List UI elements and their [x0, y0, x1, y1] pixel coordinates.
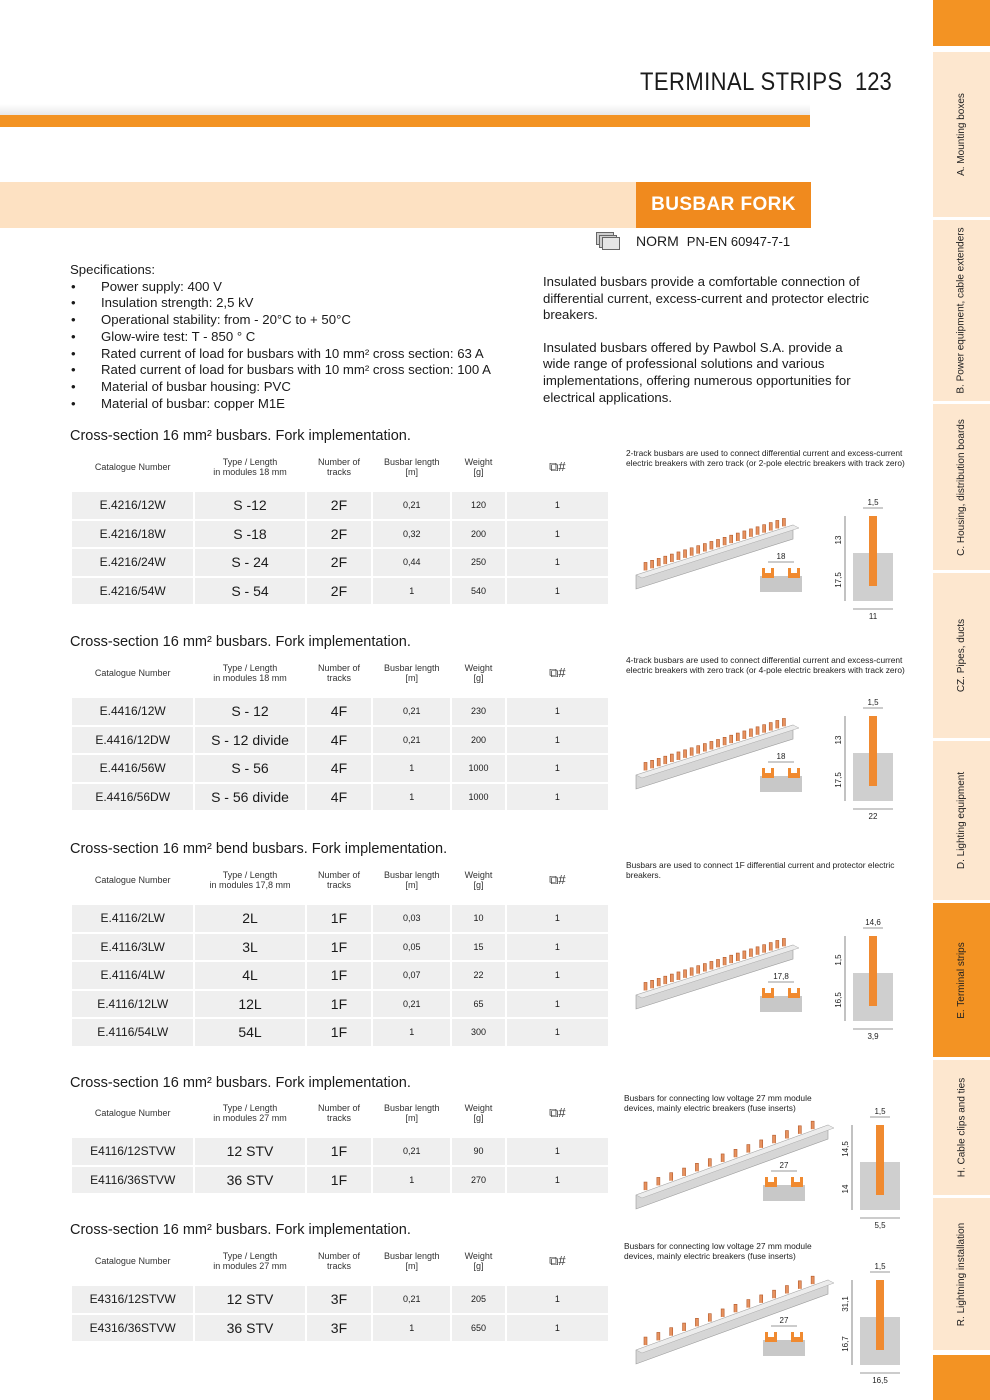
specifications-title: Specifications:: [70, 262, 156, 277]
cell-number-of-tracks: 2F: [307, 547, 372, 576]
cell-catalogue-number: E.4216/54W: [72, 576, 193, 605]
cell-number-of-tracks: 1F: [307, 989, 372, 1018]
specifications: [70, 262, 491, 412]
column-header-package-qty: ⧉#: [549, 872, 566, 887]
product-note: Busbars for connecting low voltage 27 mm module devices, mainly electric breakers (fuse inserts): [624, 1093, 812, 1113]
section-title: Cross-section 16 mm² bend busbars. Fork implementation.: [70, 841, 448, 857]
column-header-type-length: Type / Length in modules 27 mm: [213, 1251, 287, 1271]
column-header-busbar-length: Busbar length [m]: [384, 457, 440, 477]
cell-package-qty: 1: [507, 725, 608, 754]
sidebar-chapter-2[interactable]: [933, 404, 990, 573]
cell-package-qty: 1: [507, 490, 608, 519]
title-band: [0, 182, 636, 228]
table-row: [72, 547, 608, 576]
cell-type-length: 12L: [195, 989, 304, 1018]
column-header-number-of-tracks: Number of tracks: [317, 457, 360, 477]
sidebar-chapter-5[interactable]: [933, 903, 990, 1060]
svg-text:1,5: 1,5: [834, 954, 843, 966]
column-header-type-length: Type / Length in modules 17,8 mm: [209, 870, 291, 890]
table-header-row: [72, 861, 608, 899]
cell-busbar-length: 1: [373, 1017, 450, 1046]
cell-package-qty: 1: [507, 932, 608, 961]
busbar-drawing: [628, 900, 928, 1040]
sidebar-chapter-0[interactable]: [933, 52, 990, 220]
cell-catalogue-number: E.4116/2LW: [72, 903, 193, 932]
spec-item: • Power supply: 400 V: [70, 279, 491, 296]
sidebar-chapter-label: R. Lightning installation: [956, 1222, 967, 1326]
column-header-weight: Weight [g]: [464, 457, 493, 477]
cell-type-length: 54L: [195, 1017, 304, 1046]
busbar-drawing: [628, 1095, 928, 1235]
cell-type-length: 4L: [195, 960, 304, 989]
column-header-weight: Weight [g]: [464, 1103, 493, 1123]
cell-number-of-tracks: 1F: [307, 1136, 372, 1165]
cell-package-qty: 1: [507, 1165, 608, 1194]
column-header-catalogue-number: Catalogue Number: [94, 875, 171, 885]
cell-type-length: 12 STV: [195, 1136, 304, 1165]
column-header-busbar-length: Busbar length [m]: [384, 1251, 440, 1271]
svg-text:22: 22: [868, 812, 878, 820]
cell-weight: 250: [452, 547, 505, 576]
cell-catalogue-number: E.4416/56W: [72, 753, 193, 782]
norm-label: NORM: [636, 233, 679, 249]
cell-weight: 10: [452, 903, 505, 932]
svg-text:27: 27: [779, 1316, 789, 1325]
column-header-type-length: Type / Length in modules 27 mm: [213, 1103, 287, 1123]
svg-text:16,5: 16,5: [834, 992, 843, 1008]
column-header-catalogue-number: Catalogue Number: [94, 462, 171, 472]
cell-weight: 650: [452, 1313, 505, 1342]
table-row: [72, 960, 608, 989]
product-note: 4-track busbars are used to connect differential current and excess-current electric breakers with zero track (or 4-pole electric breakers with track zero): [626, 655, 905, 675]
svg-text:1,5: 1,5: [867, 698, 879, 707]
cell-weight: 22: [452, 960, 505, 989]
cell-busbar-length: 0,21: [373, 725, 450, 754]
sidebar-chapter-label: B. Power equipment, cable extenders: [956, 227, 967, 394]
cell-package-qty: 1: [507, 1017, 608, 1046]
cell-package-qty: 1: [507, 519, 608, 548]
column-header-catalogue-number: Catalogue Number: [94, 668, 171, 678]
column-header-number-of-tracks: Number of tracks: [317, 663, 360, 683]
svg-text:13: 13: [834, 535, 843, 545]
table-row: [72, 1017, 608, 1046]
svg-text:1,5: 1,5: [874, 1262, 886, 1271]
cell-number-of-tracks: 2F: [307, 576, 372, 605]
table-row: [72, 1136, 608, 1165]
product-table: [70, 448, 610, 604]
spec-item: • Material of busbar: copper M1E: [70, 396, 491, 413]
svg-text:13: 13: [834, 735, 843, 745]
cell-package-qty: 1: [507, 1313, 608, 1342]
sidebar-chapter-label: CZ. Pipes, ducts: [956, 618, 968, 693]
cell-number-of-tracks: 1F: [307, 1017, 372, 1046]
cell-weight: 90: [452, 1136, 505, 1165]
cell-catalogue-number: E.4116/4LW: [72, 960, 193, 989]
column-header-number-of-tracks: Number of tracks: [317, 870, 360, 890]
cell-catalogue-number: E.4116/12LW: [72, 989, 193, 1018]
cell-busbar-length: 0,44: [373, 547, 450, 576]
cell-weight: 200: [452, 519, 505, 548]
norm-info: [596, 232, 790, 250]
sidebar-chapter-label: E. Terminal strips: [956, 941, 968, 1019]
cell-number-of-tracks: 1F: [307, 1165, 372, 1194]
cell-type-length: S - 12: [195, 696, 304, 725]
cell-busbar-length: 0,32: [373, 519, 450, 548]
cell-weight: 540: [452, 576, 505, 605]
busbar-drawing: [628, 1250, 928, 1390]
cell-type-length: 36 STV: [195, 1165, 304, 1194]
svg-text:1,5: 1,5: [867, 498, 879, 507]
cell-type-length: S - 24: [195, 547, 304, 576]
column-header-package-qty: ⧉#: [549, 1253, 566, 1268]
product-note: 2-track busbars are used to connect differential current and excess-current electric breakers with zero track (or 2-pole electric breakers with track zero): [626, 448, 905, 468]
cell-type-length: 2L: [195, 903, 304, 932]
cell-busbar-length: 0,21: [373, 696, 450, 725]
product-table: [70, 654, 610, 810]
product-description: [543, 274, 873, 406]
cell-type-length: S - 12 divide: [195, 725, 304, 754]
cell-package-qty: 1: [507, 1136, 608, 1165]
table-row: [72, 490, 608, 519]
column-header-busbar-length: Busbar length [m]: [384, 1103, 440, 1123]
table-row: [72, 932, 608, 961]
cell-busbar-length: 0,21: [373, 1284, 450, 1313]
cell-package-qty: 1: [507, 782, 608, 811]
table-row: [72, 725, 608, 754]
column-header-busbar-length: Busbar length [m]: [384, 663, 440, 683]
sidebar-chapter-6[interactable]: [933, 1060, 990, 1198]
sidebar-chapter-1[interactable]: [933, 220, 990, 404]
column-header-package-qty: ⧉#: [549, 1105, 566, 1120]
table-header-row: [72, 654, 608, 692]
svg-text:31,1: 31,1: [841, 1296, 850, 1312]
cell-number-of-tracks: 1F: [307, 932, 372, 961]
svg-text:17,8: 17,8: [773, 972, 789, 981]
column-header-weight: Weight [g]: [464, 870, 493, 890]
section-title: Cross-section 16 mm² busbars. Fork implementation.: [70, 634, 411, 650]
busbar-drawing: [628, 680, 928, 820]
cell-weight: 15: [452, 932, 505, 961]
table-row: [72, 696, 608, 725]
cell-weight: 300: [452, 1017, 505, 1046]
section-badge: BUSBAR FORK: [636, 182, 811, 228]
cell-package-qty: 1: [507, 903, 608, 932]
document-stack-icon: [596, 232, 620, 250]
cell-catalogue-number: E.4116/3LW: [72, 932, 193, 961]
cell-catalogue-number: E4316/12STVW: [72, 1284, 193, 1313]
cell-catalogue-number: E.4216/12W: [72, 490, 193, 519]
cell-number-of-tracks: 4F: [307, 696, 372, 725]
table-header-row: [72, 1094, 608, 1132]
cell-number-of-tracks: 1F: [307, 903, 372, 932]
cell-busbar-length: 1: [373, 1165, 450, 1194]
svg-text:17,5: 17,5: [834, 772, 843, 788]
table-row: [72, 1165, 608, 1194]
cell-weight: 200: [452, 725, 505, 754]
spec-item: • Operational stability: from - 20°C to + 50°C: [70, 312, 491, 329]
svg-text:14,6: 14,6: [865, 918, 881, 927]
cell-busbar-length: 0,21: [373, 989, 450, 1018]
cell-busbar-length: 0,03: [373, 903, 450, 932]
table-header-row: [72, 1242, 608, 1280]
column-header-package-qty: ⧉#: [549, 665, 566, 680]
cell-type-length: 12 STV: [195, 1284, 304, 1313]
sidebar-chapter-label: H. Cable clips and ties: [956, 1077, 967, 1178]
sidebar-chapter-4[interactable]: [933, 741, 990, 903]
cell-package-qty: 1: [507, 576, 608, 605]
section-title: Cross-section 16 mm² busbars. Fork implementation.: [70, 1075, 411, 1091]
cell-type-length: 3L: [195, 932, 304, 961]
column-header-number-of-tracks: Number of tracks: [317, 1251, 360, 1271]
cell-type-length: S -18: [195, 519, 304, 548]
table-row: [72, 576, 608, 605]
cell-number-of-tracks: 3F: [307, 1313, 372, 1342]
cell-catalogue-number: E.4216/24W: [72, 547, 193, 576]
page-section-title: TERMINAL STRIPS: [640, 68, 843, 96]
cell-number-of-tracks: 1F: [307, 960, 372, 989]
svg-text:18: 18: [776, 552, 786, 561]
cell-weight: 270: [452, 1165, 505, 1194]
spec-item: • Rated current of load for busbars with 10 mm² cross section: 63 A: [70, 346, 491, 363]
cell-catalogue-number: E.4216/18W: [72, 519, 193, 548]
cell-type-length: S - 56 divide: [195, 782, 304, 811]
page-number: 123: [855, 68, 892, 96]
product-table: [70, 1242, 610, 1341]
cell-number-of-tracks: 4F: [307, 725, 372, 754]
column-header-busbar-length: Busbar length [m]: [384, 870, 440, 890]
section-title: Cross-section 16 mm² busbars. Fork implementation.: [70, 428, 411, 444]
norm-value: PN-EN 60947-7-1: [686, 233, 791, 249]
column-header-weight: Weight [g]: [464, 1251, 493, 1271]
cell-busbar-length: 1: [373, 1313, 450, 1342]
spec-item: • Glow-wire test: T - 850 ° C: [70, 329, 491, 346]
cell-type-length: S -12: [195, 490, 304, 519]
svg-text:1,5: 1,5: [874, 1107, 886, 1116]
table-row: [72, 519, 608, 548]
description-paragraph: Insulated busbars provide a comfortable connection of differential current, excess-current and protector electric breakers.: [543, 274, 869, 323]
svg-text:18: 18: [776, 752, 786, 761]
spec-item: • Material of busbar housing: PVC: [70, 379, 491, 396]
sidebar-chapter-label: A. Mounting boxes: [956, 93, 968, 176]
cell-catalogue-number: E.4116/54LW: [72, 1017, 193, 1046]
busbar-drawing: [628, 480, 928, 620]
cell-package-qty: 1: [507, 960, 608, 989]
product-table: [70, 1094, 610, 1193]
cell-type-length: 36 STV: [195, 1313, 304, 1342]
cell-number-of-tracks: 2F: [307, 490, 372, 519]
svg-text:14: 14: [841, 1184, 850, 1194]
svg-text:17,5: 17,5: [834, 572, 843, 588]
cell-busbar-length: 0,07: [373, 960, 450, 989]
sidebar-chapter-label: D. Lighting equipment: [956, 771, 968, 870]
column-header-package-qty: ⧉#: [549, 459, 566, 474]
cell-busbar-length: 1: [373, 576, 450, 605]
table-row: [72, 1313, 608, 1342]
svg-text:27: 27: [779, 1161, 789, 1170]
product-table: [70, 861, 610, 1046]
cell-catalogue-number: E.4416/12W: [72, 696, 193, 725]
table-row: [72, 753, 608, 782]
table-header-row: [72, 448, 608, 486]
cell-number-of-tracks: 2F: [307, 519, 372, 548]
header-accent-bar: [0, 115, 810, 127]
cell-catalogue-number: E4116/36STVW: [72, 1165, 193, 1194]
description-paragraph: Insulated busbars offered by Pawbol S.A. provide a wide range of professional solutions and various implementations, offering numerous opportunities for electrical applications.: [543, 339, 851, 405]
sidebar-top-cap: [933, 0, 990, 46]
cell-number-of-tracks: 4F: [307, 782, 372, 811]
column-header-catalogue-number: Catalogue Number: [94, 1256, 171, 1266]
cell-number-of-tracks: 3F: [307, 1284, 372, 1313]
cell-package-qty: 1: [507, 696, 608, 725]
spec-item: • Rated current of load for busbars with 10 mm² cross section: 100 A: [70, 362, 491, 379]
cell-busbar-length: 1: [373, 782, 450, 811]
cell-type-length: S - 54: [195, 576, 304, 605]
table-row: [72, 989, 608, 1018]
cell-weight: 1000: [452, 753, 505, 782]
svg-text:16,5: 16,5: [872, 1376, 888, 1385]
column-header-type-length: Type / Length in modules 18 mm: [213, 457, 287, 477]
cell-catalogue-number: E.4416/12DW: [72, 725, 193, 754]
cell-type-length: S - 56: [195, 753, 304, 782]
svg-text:5,5: 5,5: [874, 1221, 886, 1230]
column-header-catalogue-number: Catalogue Number: [94, 1108, 171, 1118]
cell-catalogue-number: E4316/36STVW: [72, 1313, 193, 1342]
svg-text:3,9: 3,9: [867, 1032, 879, 1040]
sidebar-chapter-7[interactable]: [933, 1198, 990, 1353]
product-note: Busbars are used to connect 1F differential current and protector electric breakers.: [626, 860, 895, 880]
sidebar-chapter-label: C. Housing, distribution boards: [956, 418, 967, 556]
cell-catalogue-number: E.4416/56DW: [72, 782, 193, 811]
table-row: [72, 1284, 608, 1313]
cell-busbar-length: 0,05: [373, 932, 450, 961]
cell-package-qty: 1: [507, 753, 608, 782]
cell-package-qty: 1: [507, 547, 608, 576]
cell-number-of-tracks: 4F: [307, 753, 372, 782]
cell-weight: 205: [452, 1284, 505, 1313]
cell-busbar-length: 0,21: [373, 490, 450, 519]
svg-text:11: 11: [868, 612, 878, 620]
sidebar-bottom-cap: [933, 1355, 990, 1400]
cell-weight: 230: [452, 696, 505, 725]
cell-weight: 65: [452, 989, 505, 1018]
table-row: [72, 782, 608, 811]
svg-text:14,5: 14,5: [841, 1141, 850, 1157]
table-row: [72, 903, 608, 932]
section-title: Cross-section 16 mm² busbars. Fork implementation.: [70, 1222, 411, 1238]
cell-busbar-length: 0,21: [373, 1136, 450, 1165]
product-note: Busbars for connecting low voltage 27 mm module devices, mainly electric breakers (fuse inserts): [624, 1241, 812, 1261]
svg-text:16,7: 16,7: [841, 1336, 850, 1352]
cell-catalogue-number: E4116/12STVW: [72, 1136, 193, 1165]
cell-busbar-length: 1: [373, 753, 450, 782]
cell-package-qty: 1: [507, 1284, 608, 1313]
cell-weight: 1000: [452, 782, 505, 811]
column-header-weight: Weight [g]: [464, 663, 493, 683]
column-header-type-length: Type / Length in modules 18 mm: [213, 663, 287, 683]
sidebar-chapter-3[interactable]: [933, 573, 990, 741]
column-header-number-of-tracks: Number of tracks: [317, 1103, 360, 1123]
cell-package-qty: 1: [507, 989, 608, 1018]
cell-weight: 120: [452, 490, 505, 519]
spec-item: • Insulation strength: 2,5 kV: [70, 295, 491, 312]
